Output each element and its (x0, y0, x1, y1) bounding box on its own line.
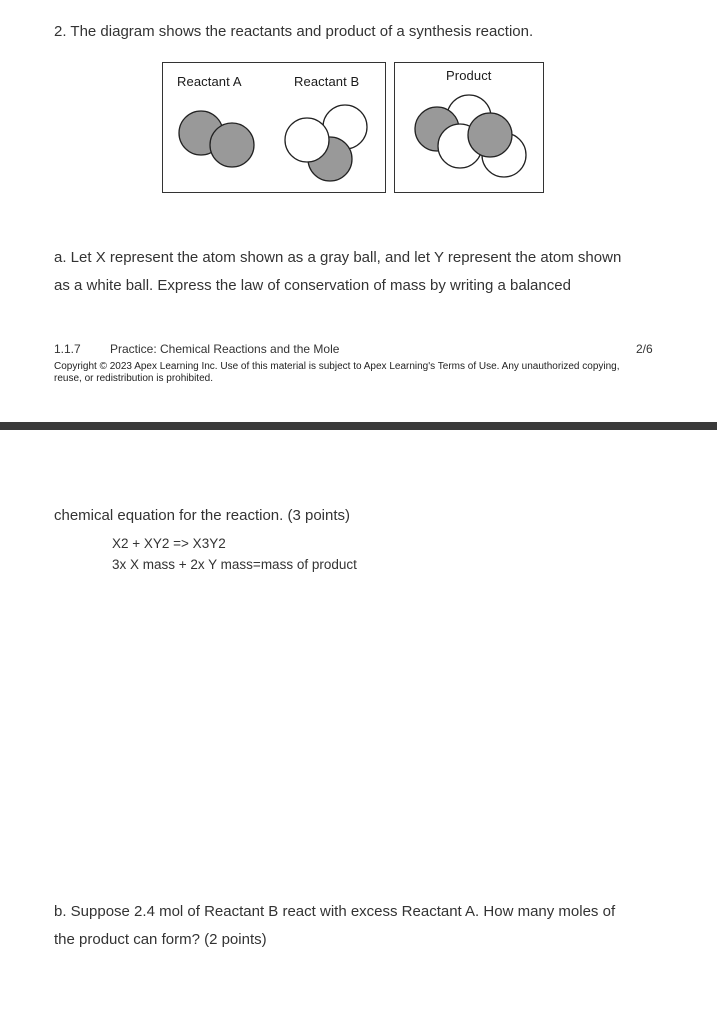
reactant-b-label: Reactant B (294, 74, 360, 89)
part-a-text-line-1: a. Let X represent the atom shown as a gray ball, and let Y represent the atom shown (54, 249, 622, 266)
part-b-text-line-2: the product can form? (2 points) (54, 931, 267, 948)
answer-equation: X2 + XY2 => X3Y2 (112, 536, 226, 551)
question-2-intro: 2. The diagram shows the reactants and product of a synthesis reaction. (54, 23, 534, 40)
product-gray-atom-right (468, 113, 512, 157)
reactant-molecules (163, 63, 387, 194)
page-divider (0, 422, 717, 430)
footer-unit-number: 1.1.7 (54, 342, 81, 356)
product-label: Product (446, 68, 492, 83)
footer-page-number: 2/6 (636, 342, 653, 356)
footer-unit-title: Practice: Chemical Reactions and the Mole (110, 342, 340, 356)
reactant-a-gray-atom-2 (210, 123, 254, 167)
reactants-diagram (162, 62, 386, 193)
reactant-b-white-atom-1 (285, 118, 329, 162)
part-b-text-line-1: b. Suppose 2.4 mol of Reactant B react with excess Reactant A. How many moles of (54, 903, 616, 920)
part-a-text-line-3: chemical equation for the reaction. (3 points) (54, 507, 350, 524)
footer-copyright: Copyright © 2023 Apex Learning Inc. Use of this material is subject to Apex Learning's Terms of Use. Any unauthorized copying, reuse, or redistribution is prohibited. (54, 361, 620, 384)
part-a-text-line-2: as a white ball. Express the law of conservation of mass by writing a balanced (54, 277, 571, 294)
reactant-a-label: Reactant A (177, 74, 242, 89)
product-molecule (395, 63, 545, 194)
answer-mass-relation: 3x X mass + 2x Y mass=mass of product (112, 557, 357, 572)
product-diagram (394, 62, 544, 193)
